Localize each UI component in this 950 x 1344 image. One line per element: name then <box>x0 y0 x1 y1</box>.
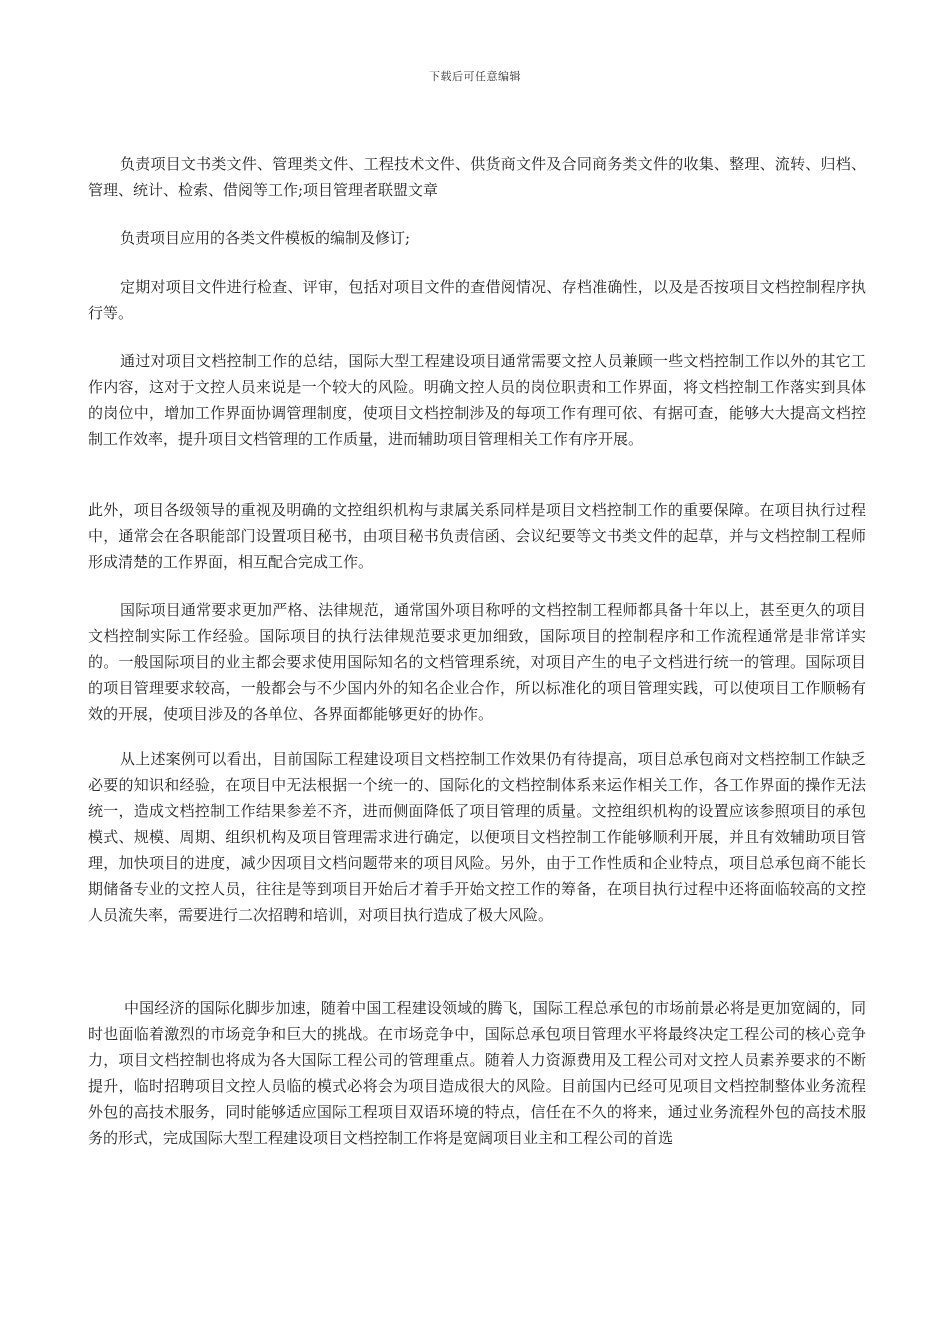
paragraph-6: 国际项目通常要求更加严格、法律规范，通常国外项目称呼的文档控制工程师都具备十年以上，甚至更久的项目文档控制实际工作经验。国际项目的执行法律规范要求更加细致，国际项目的控制程序和工作流程通常是非常详实的。一般国际项目的业主都会要求使用国际知名的文档管理系统，对项目产生的电子文档进行统一的管理。国际项目的项目管理要求较高，一般都会与不少国内外的知名企业合作，所以标准化的项目管理实践，可以使项目工作顺畅有效的开展，使项目涉及的各单位、各界面都能够更好的协作。 <box>88 601 866 723</box>
paragraph-3: 定期对项目文件进行检查、评审，包括对项目文件的查借阅情况、存档准确性，以及是否按项目文档控制程序执行等。 <box>88 278 866 322</box>
paragraph-7: 从上述案例可以看出，目前国际工程建设项目文档控制工作效果仍有待提高，项目总承包商对文档控制工作缺乏必要的知识和经验，在项目中无法根据一个统一的、国际化的文档控制体系来运作相关工作，各工作界面的操作无法统一，造成文档控制工作结果参差不齐，进而侧面降低了项目管理的质量。文控组织机构的设置应该参照项目的承包模式、规模、周期、组织机构及项目管理需求进行确定，以便项目文档控制工作能够顺利开展，并且有效辅助项目管理，加快项目的进度，减少因项目文档问题带来的项目风险。另外，由于工作性质和企业特点，项目总承包商不能长期储备专业的文控人员，往往是等到项目开始后才着手开始文控工作的筹备，在项目执行过程中还将面临较高的文控人员流失率，需要进行二次招聘和培训，对项目执行造成了极大风险。 <box>88 750 866 924</box>
header-note: 下载后可任意编辑 <box>429 70 521 83</box>
paragraph-4: 通过对项目文档控制工作的总结，国际大型工程建设项目通常需要文控人员兼顾一些文档控制工作以外的其它工作内容，这对于文控人员来说是一个较大的风险。明确文控人员的岗位职责和工作界面，将文档控制工作落实到具体的岗位中，增加工作界面协调管理制度，使项目文档控制涉及的每项工作有理可依、有据可查，能够大大提高文档控制工作效率，提升项目文档管理的工作质量，进而辅助项目管理相关工作有序开展。 <box>88 352 866 448</box>
paragraph-5: 此外，项目各级领导的重视及明确的文控组织机构与隶属关系同样是项目文档控制工作的重要保障。在项目执行过程中，通常会在各职能部门设置项目秘书，由项目秘书负责信函、会议纪要等文书类文件的起草，并与文档控制工程师形成清楚的工作界面，相互配合完成工作。 <box>88 501 866 571</box>
paragraph-2: 负责项目应用的各类文件模板的编制及修订; <box>120 229 411 247</box>
paragraph-1: 负责项目文书类文件、管理类文件、工程技术文件、供货商文件及合同商务类文件的收集、整理、流转、归档、管理、统计、检索、借阅等工作;项目管理者联盟文章 <box>88 155 866 199</box>
paragraph-8: 中国经济的国际化脚步加速，随着中国工程建设领域的腾飞，国际工程总承包的市场前景必将是更加宽阔的，同时也面临着激烈的市场竞争和巨大的挑战。在市场竞争中，国际总承包项目管理水平将最终决定工程公司的核心竞争力，项目文档控制也将成为各大国际工程公司的管理重点。随着人力资源费用及工程公司对文控人员素养要求的不断提升，临时招聘项目文控人员临的模式必将会为项目造成很大的风险。目前国内已经可见项目文档控制整体业务流程外包的高技术服务，同时能够适应国际工程项目双语环境的特点，信任在不久的将来，通过业务流程外包的高技术服务的形式，完成国际大型工程建设项目文档控制工作将是宽阔项目业主和工程公司的首选 <box>88 999 866 1147</box>
